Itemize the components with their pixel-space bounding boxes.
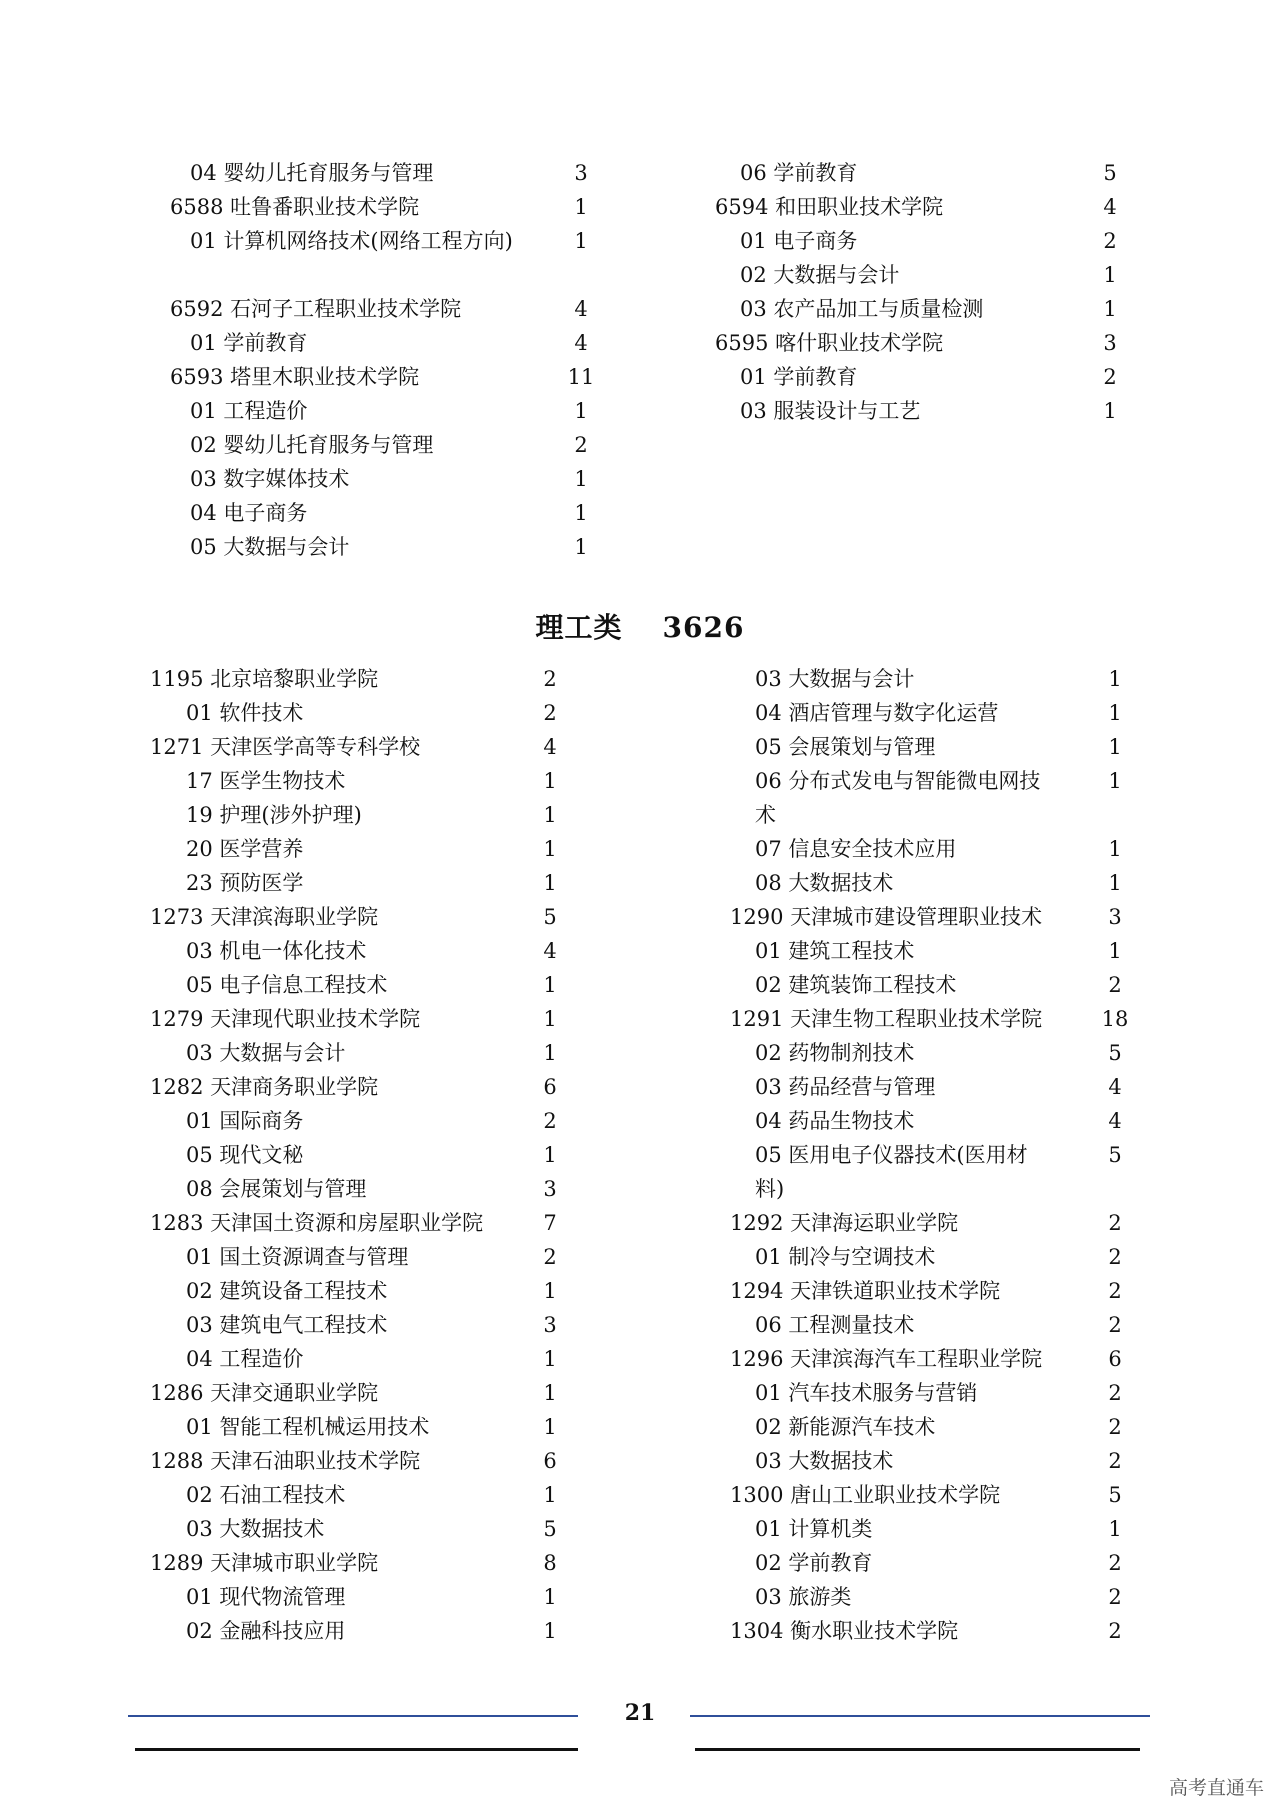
major-row (150, 798, 590, 832)
major-name: 01 国际商务 (186, 1109, 304, 1133)
quota-count: 2 (1108, 1381, 1122, 1405)
institution-name: 1288 天津石油职业技术学院 (150, 1449, 421, 1473)
institution-row (730, 1206, 1160, 1240)
major-row (150, 696, 590, 730)
major-name: 05 电子信息工程技术 (186, 973, 388, 997)
quota-count: 8 (543, 1551, 557, 1575)
institution-name: 1282 天津商务职业学院 (150, 1075, 379, 1099)
major-row (150, 1274, 590, 1308)
major-row (150, 1342, 590, 1376)
quota-count: 1 (543, 871, 557, 895)
major-row (730, 1070, 1160, 1104)
major-row (730, 1138, 1160, 1206)
top-right-column (690, 156, 1120, 428)
major-row (150, 764, 590, 798)
quota-count: 2 (1108, 1415, 1122, 1439)
major-row (690, 258, 1120, 292)
major-name: 04 婴幼儿托育服务与管理 (190, 161, 434, 185)
quota-count: 18 (1101, 1007, 1129, 1031)
quota-count: 6 (543, 1075, 557, 1099)
major-row (690, 292, 1120, 326)
section-title (0, 606, 1280, 646)
quota-count: 5 (1108, 1041, 1122, 1065)
watermark: 高考直通车 (1168, 1777, 1264, 1799)
quota-count: 2 (1108, 1313, 1122, 1337)
quota-count: 1 (543, 1143, 557, 1167)
major-row (160, 156, 600, 190)
institution-row (730, 1274, 1160, 1308)
institution-name: 1292 天津海运职业学院 (730, 1211, 959, 1235)
quota-count: 1 (574, 535, 588, 559)
major-name: 01 工程造价 (190, 399, 308, 423)
major-name: 03 药品经营与管理 (755, 1075, 936, 1099)
major-name: 01 学前教育 (740, 365, 858, 389)
quota-count: 2 (543, 701, 557, 725)
major-row (730, 1580, 1160, 1614)
quota-count: 5 (1108, 1143, 1122, 1167)
quota-count: 3 (574, 161, 588, 185)
major-row (690, 156, 1120, 190)
institution-row (150, 900, 590, 934)
institution-row (150, 1546, 590, 1580)
major-name: 03 大数据与会计 (755, 667, 915, 691)
institution-row (730, 1002, 1160, 1036)
major-name: 01 软件技术 (186, 701, 304, 725)
quota-count: 2 (1108, 1279, 1122, 1303)
institution-row (150, 1444, 590, 1478)
institution-row (730, 900, 1160, 934)
institution-name: 1195 北京培黎职业学院 (150, 667, 379, 691)
quota-count: 3 (543, 1313, 557, 1337)
institution-name: 6595 喀什职业技术学院 (715, 331, 944, 355)
quota-count: 5 (1108, 1483, 1122, 1507)
quota-count: 1 (1103, 399, 1117, 423)
major-name: 03 数字媒体技术 (190, 467, 350, 491)
major-row (690, 394, 1120, 428)
major-name: 05 医用电子仪器技术(医用材料) (755, 1143, 1028, 1201)
major-row (150, 1308, 590, 1342)
quota-count: 1 (1103, 263, 1117, 287)
major-row (690, 224, 1120, 258)
bottom-right-column (730, 662, 1160, 1648)
major-name: 04 酒店管理与数字化运营 (755, 701, 999, 725)
footer-rule-blue-left (128, 1715, 578, 1717)
major-row (150, 1410, 590, 1444)
institution-name: 1279 天津现代职业技术学院 (150, 1007, 421, 1031)
institution-row (150, 1376, 590, 1410)
major-name: 02 建筑装饰工程技术 (755, 973, 957, 997)
quota-count: 1 (543, 1585, 557, 1609)
quota-count: 1 (543, 803, 557, 827)
quota-count: 1 (1108, 667, 1122, 691)
institution-row (690, 326, 1120, 360)
major-row (730, 1546, 1160, 1580)
major-row (150, 1240, 590, 1274)
major-name: 04 药品生物技术 (755, 1109, 915, 1133)
quota-count: 6 (1108, 1347, 1122, 1371)
quota-count: 1 (1108, 769, 1122, 793)
institution-name: 1300 唐山工业职业技术学院 (730, 1483, 1001, 1507)
quota-count: 2 (1108, 1585, 1122, 1609)
major-row (730, 832, 1160, 866)
major-row (730, 1308, 1160, 1342)
quota-count: 2 (1108, 973, 1122, 997)
institution-name: 1294 天津铁道职业技术学院 (730, 1279, 1001, 1303)
major-row (730, 696, 1160, 730)
quota-count: 2 (1103, 229, 1117, 253)
major-name: 01 现代物流管理 (186, 1585, 346, 1609)
section-title-count: 3626 (662, 611, 745, 644)
quota-count: 6 (543, 1449, 557, 1473)
major-row (150, 1104, 590, 1138)
major-row (730, 1104, 1160, 1138)
institution-row (160, 360, 600, 394)
quota-count: 4 (543, 735, 557, 759)
major-row (150, 1172, 590, 1206)
major-name: 20 医学营养 (186, 837, 304, 861)
footer-rule-black-right (695, 1748, 1140, 1751)
quota-count: 2 (1108, 1245, 1122, 1269)
institution-name: 1271 天津医学高等专科学校 (150, 735, 421, 759)
major-row (160, 462, 600, 496)
quota-count: 1 (1108, 871, 1122, 895)
quota-count: 3 (1108, 905, 1122, 929)
major-row (160, 224, 600, 292)
major-name: 03 农产品加工与质量检测 (740, 297, 984, 321)
major-name: 03 机电一体化技术 (186, 939, 367, 963)
institution-name: 6594 和田职业技术学院 (715, 195, 944, 219)
major-name: 06 学前教育 (740, 161, 858, 185)
major-row (150, 1478, 590, 1512)
institution-name: 6588 吐鲁番职业技术学院 (170, 195, 420, 219)
major-row (150, 1614, 590, 1648)
quota-count: 1 (543, 837, 557, 861)
major-name: 01 计算机类 (755, 1517, 873, 1541)
quota-count: 1 (543, 1279, 557, 1303)
institution-row (160, 190, 600, 224)
quota-count: 2 (1108, 1211, 1122, 1235)
major-name: 03 旅游类 (755, 1585, 852, 1609)
quota-count: 2 (1108, 1551, 1122, 1575)
major-row (150, 866, 590, 900)
institution-name: 1286 天津交通职业学院 (150, 1381, 379, 1405)
major-row (730, 866, 1160, 900)
quota-count: 1 (574, 195, 588, 219)
major-row (730, 934, 1160, 968)
quota-count: 1 (543, 1041, 557, 1065)
major-name: 03 建筑电气工程技术 (186, 1313, 388, 1337)
institution-name: 6593 塔里木职业技术学院 (170, 365, 420, 389)
major-row (730, 1036, 1160, 1070)
major-name: 06 工程测量技术 (755, 1313, 915, 1337)
quota-count: 1 (543, 1415, 557, 1439)
top-left-column (160, 156, 600, 564)
major-name: 04 工程造价 (186, 1347, 304, 1371)
institution-row (150, 1002, 590, 1036)
quota-count: 1 (1108, 837, 1122, 861)
major-name: 08 大数据技术 (755, 871, 894, 895)
quota-count: 2 (1108, 1619, 1122, 1643)
major-name: 02 金融科技应用 (186, 1619, 346, 1643)
quota-count: 4 (1108, 1075, 1122, 1099)
quota-count: 2 (574, 433, 588, 457)
quota-count: 4 (1108, 1109, 1122, 1133)
quota-count: 5 (543, 905, 557, 929)
major-name: 02 建筑设备工程技术 (186, 1279, 388, 1303)
major-row (730, 968, 1160, 1002)
major-row (690, 360, 1120, 394)
institution-row (160, 292, 600, 326)
institution-name: 1283 天津国土资源和房屋职业学院 (150, 1211, 484, 1235)
major-row (730, 764, 1160, 832)
quota-count: 1 (574, 501, 588, 525)
institution-name: 1304 衡水职业技术学院 (730, 1619, 959, 1643)
quota-count: 11 (567, 365, 595, 389)
institution-row (150, 1206, 590, 1240)
major-name: 23 预防医学 (186, 871, 304, 895)
major-row (730, 1512, 1160, 1546)
quota-count: 2 (543, 1245, 557, 1269)
major-name: 02 学前教育 (755, 1551, 873, 1575)
major-name: 05 会展策划与管理 (755, 735, 936, 759)
major-name: 01 学前教育 (190, 331, 308, 355)
quota-count: 1 (543, 973, 557, 997)
major-name: 06 分布式发电与智能微电网技术 (755, 769, 1041, 827)
bottom-left-column (150, 662, 590, 1648)
footer-rule-black-left (135, 1748, 578, 1751)
major-name: 05 大数据与会计 (190, 535, 350, 559)
institution-name: 1291 天津生物工程职业技术学院 (730, 1007, 1043, 1031)
institution-row (730, 1614, 1160, 1648)
major-name: 01 国土资源调查与管理 (186, 1245, 409, 1269)
institution-name: 1273 天津滨海职业学院 (150, 905, 379, 929)
major-row (730, 1240, 1160, 1274)
quota-count: 2 (1108, 1449, 1122, 1473)
quota-count: 5 (1103, 161, 1117, 185)
major-name: 03 大数据技术 (755, 1449, 894, 1473)
major-row (150, 968, 590, 1002)
quota-count: 1 (543, 1483, 557, 1507)
major-name: 01 电子商务 (740, 229, 858, 253)
institution-row (150, 662, 590, 696)
quota-count: 4 (574, 297, 588, 321)
major-row (150, 934, 590, 968)
institution-row (690, 190, 1120, 224)
major-name: 17 医学生物技术 (186, 769, 346, 793)
quota-count: 2 (543, 1109, 557, 1133)
quota-count: 1 (543, 1381, 557, 1405)
major-name: 05 现代文秘 (186, 1143, 304, 1167)
major-row (160, 394, 600, 428)
page-number: 21 (624, 1700, 656, 1726)
major-row (730, 662, 1160, 696)
quota-count: 1 (574, 399, 588, 423)
quota-count: 1 (543, 1619, 557, 1643)
institution-name: 1289 天津城市职业学院 (150, 1551, 379, 1575)
major-name: 07 信息安全技术应用 (755, 837, 957, 861)
major-name: 08 会展策划与管理 (186, 1177, 367, 1201)
institution-row (730, 1342, 1160, 1376)
major-row (160, 496, 600, 530)
major-name: 01 建筑工程技术 (755, 939, 915, 963)
quota-count: 5 (543, 1517, 557, 1541)
major-name: 02 石油工程技术 (186, 1483, 346, 1507)
major-row (150, 1580, 590, 1614)
section-title-text: 理工类 (535, 611, 623, 644)
quota-count: 1 (1108, 939, 1122, 963)
major-name: 01 智能工程机械运用技术 (186, 1415, 430, 1439)
institution-row (730, 1478, 1160, 1512)
quota-count: 4 (543, 939, 557, 963)
quota-count: 1 (1108, 701, 1122, 725)
major-name: 03 大数据与会计 (186, 1041, 346, 1065)
institution-name: 1296 天津滨海汽车工程职业学院 (730, 1347, 1043, 1371)
major-row (160, 530, 600, 564)
quota-count: 1 (543, 1347, 557, 1371)
quota-count: 1 (543, 1007, 557, 1031)
institution-name: 1290 天津城市建设管理职业技术 (730, 905, 1043, 929)
quota-count: 4 (574, 331, 588, 355)
major-name: 02 药物制剂技术 (755, 1041, 915, 1065)
major-row (150, 1036, 590, 1070)
quota-count: 1 (574, 467, 588, 491)
quota-count: 3 (543, 1177, 557, 1201)
quota-count: 1 (543, 769, 557, 793)
major-row (730, 1410, 1160, 1444)
institution-row (150, 730, 590, 764)
institution-row (150, 1070, 590, 1104)
major-name: 02 大数据与会计 (740, 263, 900, 287)
quota-count: 1 (574, 229, 588, 253)
major-row (150, 832, 590, 866)
major-name: 02 婴幼儿托育服务与管理 (190, 433, 434, 457)
quota-count: 2 (543, 667, 557, 691)
major-name: 03 服装设计与工艺 (740, 399, 921, 423)
major-row (730, 1376, 1160, 1410)
major-row (150, 1512, 590, 1546)
major-row (730, 730, 1160, 764)
major-name: 02 新能源汽车技术 (755, 1415, 936, 1439)
quota-count: 2 (1103, 365, 1117, 389)
major-name: 03 大数据技术 (186, 1517, 325, 1541)
quota-count: 1 (1108, 1517, 1122, 1541)
major-name: 01 计算机网络技术(网络工程方向) (190, 229, 513, 253)
quota-count: 4 (1103, 195, 1117, 219)
major-name: 01 制冷与空调技术 (755, 1245, 936, 1269)
quota-count: 7 (543, 1211, 557, 1235)
major-name: 01 汽车技术服务与营销 (755, 1381, 978, 1405)
major-row (730, 1444, 1160, 1478)
footer-rule-blue-right (690, 1715, 1150, 1717)
major-row (160, 326, 600, 360)
major-row (160, 428, 600, 462)
quota-count: 1 (1108, 735, 1122, 759)
quota-count: 3 (1103, 331, 1117, 355)
institution-name: 6592 石河子工程职业技术学院 (170, 297, 462, 321)
major-row (150, 1138, 590, 1172)
major-name: 04 电子商务 (190, 501, 308, 525)
quota-count: 1 (1103, 297, 1117, 321)
major-name: 19 护理(涉外护理) (186, 803, 362, 827)
